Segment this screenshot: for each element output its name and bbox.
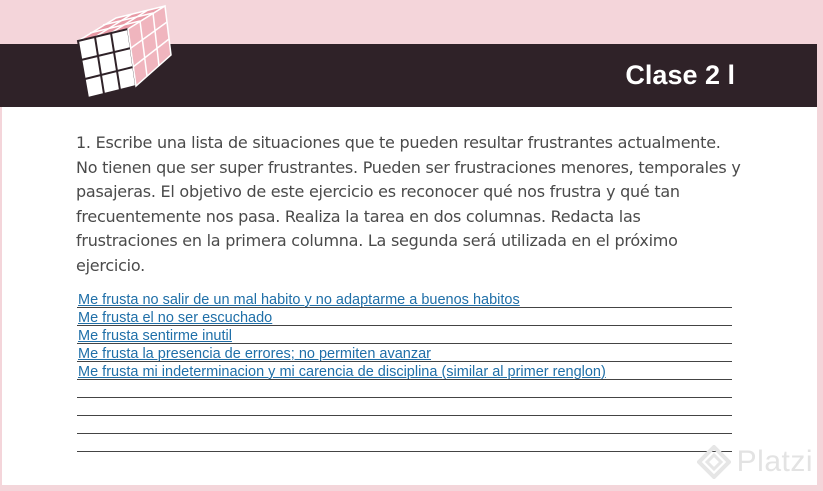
bottom-pink-band (0, 485, 823, 491)
platzi-watermark (697, 445, 813, 479)
right-pink-edge (817, 0, 823, 491)
page-title: Clase 2 l (625, 60, 735, 90)
answer-line[interactable] (77, 380, 732, 398)
answer-text: Me frusta la presencia de errores; no permiten avanzar (78, 346, 432, 362)
answer-line[interactable] (77, 344, 732, 362)
answer-line[interactable] (77, 308, 732, 326)
answer-line[interactable] (77, 434, 732, 452)
answer-line[interactable] (77, 416, 732, 434)
answer-line[interactable] (77, 290, 732, 308)
answer-line[interactable] (77, 362, 732, 380)
answer-text: Me frusta el no ser escuchado (78, 310, 273, 326)
exercise-instructions: 1. Escribe una lista de situaciones que te pueden resultar frustrantes actualmente. No tienen que ser super frustrantes. Pueden ser frustraciones menores, temporales y pasajeras. El objetivo de este ejercicio es reconocer qué nos frustra y qué tan frecuentemente nos pasa. Realiza la tarea en dos columnas. Redacta las frustraciones en la primera columna. La segunda será utilizada en el próximo ejercicio. (76, 133, 741, 275)
answer-text: Me frusta mi indeterminacion y mi carencia de disciplina (similar al primer renglon) (78, 364, 606, 380)
watermark-text: Platzi (736, 445, 813, 478)
platzi-logo-icon (697, 445, 731, 479)
answer-text: Me frusta no salir de un mal habito y no adaptarme a buenos habitos (78, 292, 520, 308)
answer-text: Me frusta sentirme inutil (78, 328, 232, 344)
answer-lines (77, 290, 732, 452)
answer-line[interactable] (77, 398, 732, 416)
rubiks-cube-icon (72, 2, 172, 102)
answer-line[interactable] (77, 326, 732, 344)
